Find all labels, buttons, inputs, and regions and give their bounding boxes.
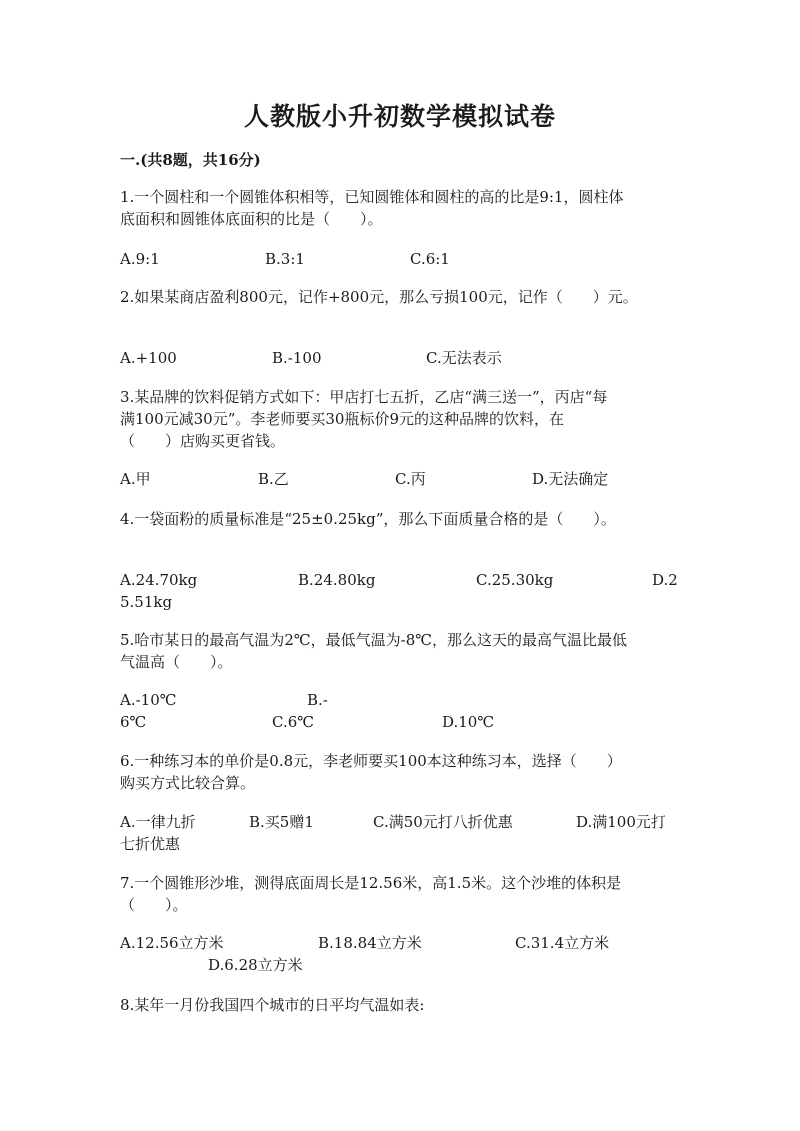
q1-option-b[interactable]: B.3:1 bbox=[265, 250, 305, 268]
q7-option-d[interactable]: D.6.28立方米 bbox=[208, 956, 303, 974]
q6-option-c[interactable]: C.满50元打八折优惠 bbox=[373, 813, 513, 831]
question-3 bbox=[120, 386, 685, 452]
q5-option-d[interactable]: D.10℃ bbox=[442, 713, 495, 731]
question-1-line-2: 底面积和圆锥体底面积的比是（ ）。 bbox=[120, 210, 383, 228]
q7-option-b[interactable]: B.18.84立方米 bbox=[318, 934, 422, 952]
q6-option-a[interactable]: A.一律九折 bbox=[120, 813, 196, 831]
q5-option-b-wrap[interactable]: 6℃ bbox=[120, 713, 147, 731]
question-3-line-2: 满100元减30元”。李老师要买30瓶标价9元的这种品牌的饮料，在 bbox=[120, 410, 565, 428]
section-heading: 一.(共8题，共16分) bbox=[120, 151, 261, 169]
q7-option-c[interactable]: C.31.4立方米 bbox=[515, 934, 610, 952]
q5-option-a[interactable]: A.-10℃ bbox=[120, 691, 177, 709]
q6-option-b[interactable]: B.买5赠1 bbox=[249, 813, 314, 831]
q3-option-b[interactable]: B.乙 bbox=[258, 470, 289, 488]
q2-option-b[interactable]: B.-100 bbox=[272, 349, 322, 367]
q2-option-c[interactable]: C.无法表示 bbox=[426, 349, 502, 367]
q1-option-a[interactable]: A.9:1 bbox=[120, 250, 160, 268]
q3-option-d[interactable]: D.无法确定 bbox=[532, 470, 609, 488]
question-7-line-1: 7.一个圆锥形沙堆，测得底面周长是12.56米，高1.5米。这个沙堆的体积是 bbox=[120, 874, 622, 892]
q4-option-d[interactable]: D.2 bbox=[652, 571, 678, 589]
question-2 bbox=[120, 286, 685, 308]
q5-option-c[interactable]: C.6℃ bbox=[272, 713, 315, 731]
question-6-line-1: 6.一种练习本的单价是0.8元，李老师要买100本这种练习本，选择（ ） bbox=[120, 752, 622, 770]
q4-option-d-wrap[interactable]: 5.51kg bbox=[120, 593, 173, 611]
question-3-line-1: 3.某品牌的饮料促销方式如下：甲店打七五折，乙店“满三送一”，丙店“每 bbox=[120, 388, 608, 406]
q4-option-c[interactable]: C.25.30kg bbox=[476, 571, 554, 589]
q6-option-d[interactable]: D.满100元打 bbox=[576, 813, 666, 831]
question-1 bbox=[120, 186, 685, 230]
question-4-line-1: 4.一袋面粉的质量标准是“25±0.25kg”，那么下面质量合格的是（ ）。 bbox=[120, 510, 616, 528]
question-2-line-1: 2.如果某商店盈利800元，记作+800元，那么亏损100元，记作（ ）元。 bbox=[120, 288, 638, 306]
question-4 bbox=[120, 508, 685, 530]
q5-option-b[interactable]: B.- bbox=[307, 691, 328, 709]
page-title: 人教版小升初数学模拟试卷 bbox=[243, 102, 556, 131]
question-5 bbox=[120, 629, 685, 673]
q3-option-c[interactable]: C.丙 bbox=[395, 470, 426, 488]
question-7 bbox=[120, 872, 685, 916]
q4-option-a[interactable]: A.24.70kg bbox=[120, 571, 198, 589]
question-5-line-2: 气温高（ ）。 bbox=[120, 653, 233, 671]
question-6 bbox=[120, 750, 685, 794]
question-3-line-3: （ ）店购买更省钱。 bbox=[120, 432, 286, 450]
q3-option-a[interactable]: A.甲 bbox=[120, 470, 151, 488]
question-1-line-1: 1.一个圆柱和一个圆锥体积相等，已知圆锥体和圆柱的高的比是9:1，圆柱体 bbox=[120, 188, 624, 206]
q2-option-a[interactable]: A.+100 bbox=[120, 349, 177, 367]
q6-option-d-wrap[interactable]: 七折优惠 bbox=[120, 835, 181, 853]
question-8-line-1: 8.某年一月份我国四个城市的日平均气温如表: bbox=[120, 996, 425, 1014]
q7-option-a[interactable]: A.12.56立方米 bbox=[120, 934, 224, 952]
question-8 bbox=[120, 994, 685, 1016]
q4-option-b[interactable]: B.24.80kg bbox=[298, 571, 376, 589]
question-5-line-1: 5.哈市某日的最高气温为2℃，最低气温为-8℃，那么这天的最高气温比最低 bbox=[120, 631, 628, 649]
question-6-line-2: 购买方式比较合算。 bbox=[120, 774, 256, 792]
q1-option-c[interactable]: C.6:1 bbox=[410, 250, 450, 268]
question-7-line-2: （ ）。 bbox=[120, 896, 188, 914]
